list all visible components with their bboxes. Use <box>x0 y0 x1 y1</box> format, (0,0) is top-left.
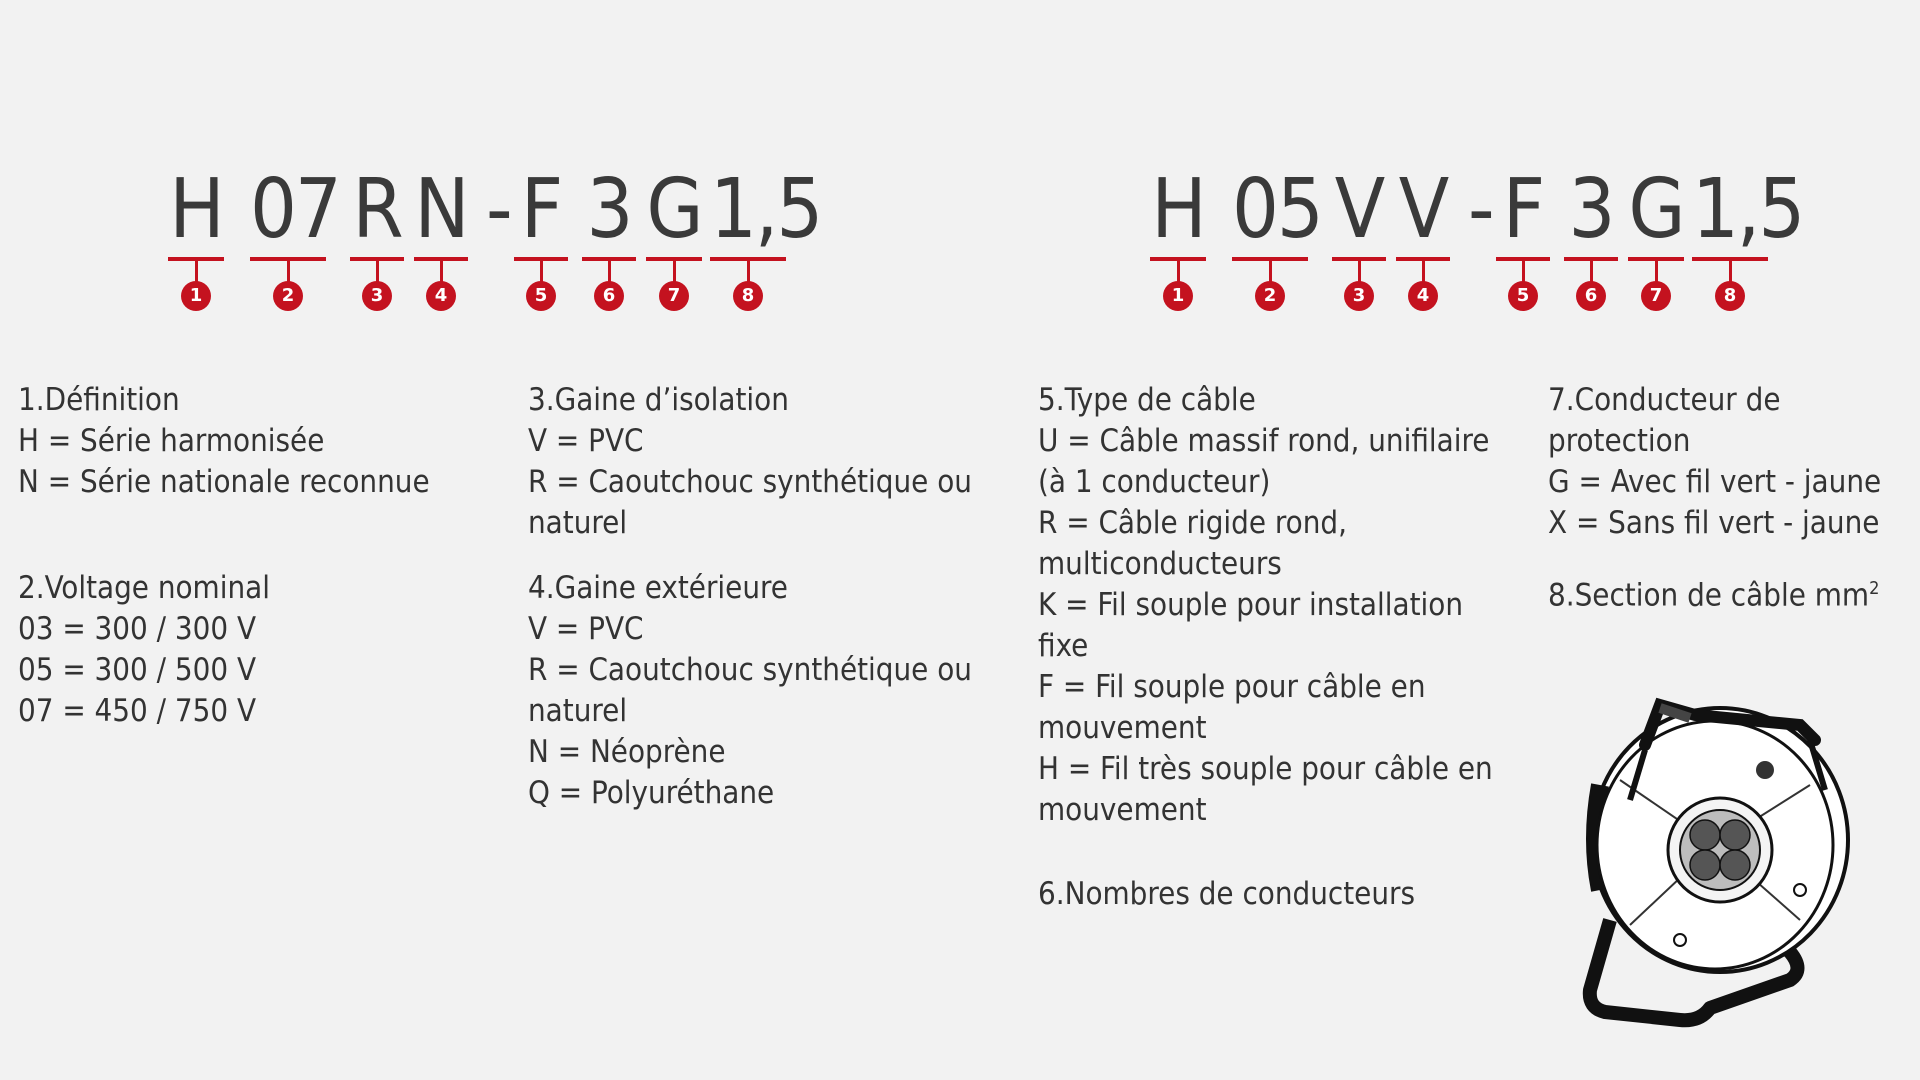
code1-segment-1: H 1 <box>168 160 224 260</box>
section-title: 1.Définition <box>18 382 180 418</box>
code1-segment-2: 07 2 <box>250 160 326 260</box>
section-protection: 7.Conducteur de protection G = Avec fil vert - jaune X = Sans fil vert - jaune <box>1548 380 1920 544</box>
section-insulation: 3.Gaine d’isolation V = PVC R = Caoutchouc synthétique ou naturel <box>528 382 972 541</box>
code2-segment-3: V 3 <box>1332 160 1386 260</box>
badge-6: 6 <box>1576 281 1606 311</box>
code2-segment-5: F 5 <box>1496 160 1550 260</box>
section-title: 8.Section de câble $mm^2$ <box>1548 577 1880 614</box>
code2-segment-6: 3 6 <box>1564 160 1618 260</box>
code2-segment-2: 05 2 <box>1232 160 1308 260</box>
badge-8: 8 <box>1715 281 1745 311</box>
badge-7: 7 <box>1641 281 1671 311</box>
cable-reel-icon <box>1560 690 1860 1030</box>
badge-1: 1 <box>181 281 211 311</box>
code1-segment-6: 3 6 <box>582 160 636 260</box>
code1-segment-8: 1,5 8 <box>710 160 786 260</box>
badge-3: 3 <box>362 281 392 311</box>
cable-code-2 <box>1150 160 1804 360</box>
code2-segment-7: G 7 <box>1628 160 1684 260</box>
badge-7: 7 <box>659 281 689 311</box>
code2-dash: - <box>1468 162 1495 257</box>
section-title: 2.Voltage nominal <box>18 570 270 606</box>
code2-segment-1: H 1 <box>1150 160 1206 260</box>
cable-code-1 <box>168 160 822 360</box>
section-cable-type: 5.Type de câble U = Câble massif rond, unifilaire (à 1 conducteur) R = Câble rigide rond, multiconducteurs K = Fil souple pour installation fixe F = Fil souple pour câble en mouvement H = Fil très souple pour câble en mouvement <box>1038 382 1493 828</box>
badge-3: 3 <box>1344 281 1374 311</box>
section-title: 3.Gaine d’isolation <box>528 382 789 418</box>
section-title: 5.Type de câble <box>1038 382 1256 418</box>
badge-2: 2 <box>1255 281 1285 311</box>
badge-2: 2 <box>273 281 303 311</box>
badge-4: 4 <box>426 281 456 311</box>
section-conductor-count <box>1038 874 1415 915</box>
code2-segment-4: V 4 <box>1396 160 1450 260</box>
badge-8: 8 <box>733 281 763 311</box>
section-definition: 1.Définition H = Série harmonisée N = Série nationale reconnue <box>18 382 430 500</box>
badge-5: 5 <box>1508 281 1538 311</box>
code2-segment-8: 1,5 8 <box>1692 160 1768 260</box>
code1-segment-5: F 5 <box>514 160 568 260</box>
section-title: 4.Gaine extérieure <box>528 570 788 606</box>
code1-segment-3: R 3 <box>350 160 404 260</box>
section-cross-section <box>1548 568 1879 616</box>
section-outer-sheath: 4.Gaine extérieure V = PVC R = Caoutchouc synthétique ou naturel N = Néoprène Q = Polyuréthane <box>528 570 972 811</box>
code1-segment-4: N 4 <box>414 160 468 260</box>
section-title: 7.Conducteur de protection <box>1548 382 1781 459</box>
badge-6: 6 <box>594 281 624 311</box>
badge-1: 1 <box>1163 281 1193 311</box>
section-title: 6.Nombres de conducteurs <box>1038 876 1416 912</box>
code1-dash: - <box>486 162 513 257</box>
section-voltage: 2.Voltage nominal 03 = 300 / 300 V 05 = 300 / 500 V 07 = 450 / 750 V <box>18 570 270 729</box>
badge-4: 4 <box>1408 281 1438 311</box>
badge-5: 5 <box>526 281 556 311</box>
code1-segment-7: G 7 <box>646 160 702 260</box>
